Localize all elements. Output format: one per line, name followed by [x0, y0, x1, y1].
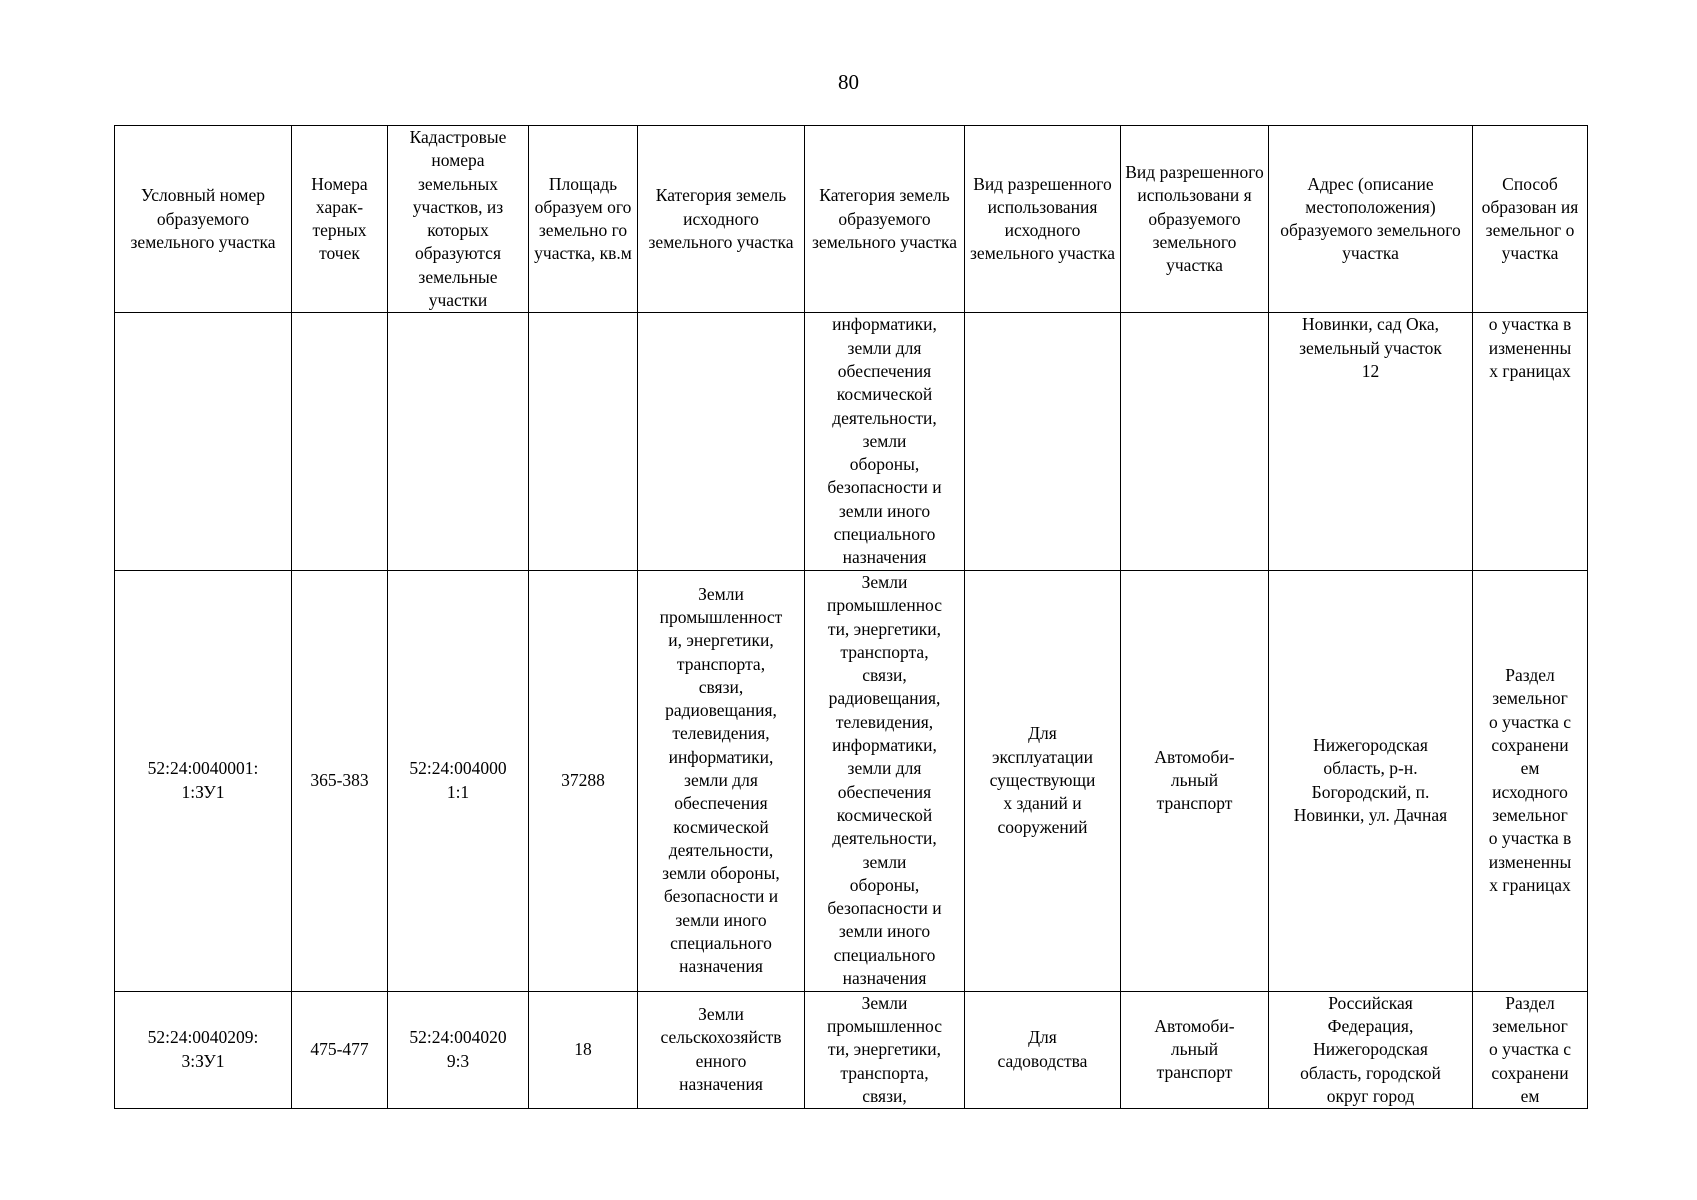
table-cell: Автомоби- льный транспорт: [1121, 570, 1269, 991]
cell-content: Земли сельскохозяйств енного назначения: [660, 1004, 782, 1094]
table-header-row: [115, 126, 1588, 313]
table-cell: [388, 313, 529, 570]
land-plots-table: [114, 125, 1588, 1109]
table-row: [115, 313, 1588, 570]
table-cell: [388, 991, 529, 1108]
table-cell: Новинки, сад Ока, земельный участок 12: [1269, 313, 1473, 570]
table-cell: [1269, 991, 1473, 1108]
table-row: [115, 570, 1588, 991]
header-source-land-category: Категория земель исходного земельного участка: [638, 126, 805, 313]
table-row: [115, 991, 1588, 1108]
table-cell: [529, 313, 638, 570]
table-cell: 365-383: [292, 570, 388, 991]
header-conditional-number: Условный номер образуемого земельного участка: [115, 126, 292, 313]
header-source-permitted-use: Вид разрешенного использования исходного земельного участка: [965, 126, 1121, 313]
page-number: 80: [838, 70, 859, 94]
table-cell: Для эксплуатации существующи х зданий и сооружений: [965, 570, 1121, 991]
header-new-permitted-use: Вид разрешенного использовани я образуемого земельного участка: [1121, 126, 1269, 313]
table-cell: [115, 991, 292, 1108]
cell-content: Земли промышленнос ти, энергетики, транспорта, связи,: [826, 992, 943, 1106]
table-cell: [292, 991, 388, 1108]
table-cell: Земли промышленност и, энергетики, транспорта, связи, радиовещания, телевидения, информатики, земли для обеспечения космической деятельности, земли обороны, безопасности и земли иного специального назначения: [638, 570, 805, 991]
table-cell: [1473, 991, 1588, 1108]
table-cell: [115, 313, 292, 570]
table-cell: [529, 991, 638, 1108]
cell-content: Раздел земельног о участка с сохранени ем: [1488, 992, 1571, 1106]
table-cell: Земли промышленнос ти, энергетики, транспорта, связи, радиовещания, телевидения, информатики, земли для обеспечения космической деятельности, земли обороны, безопасности и земли иного специального назначения: [805, 570, 965, 991]
table-cell: [292, 313, 388, 570]
table-cell: информатики, земли для обеспечения космической деятельности, земли обороны, безопасности и земли иного специального назначения: [805, 313, 965, 570]
header-address: Адрес (описание местоположения) образуемого земельного участка: [1269, 126, 1473, 313]
table-cell: [965, 991, 1121, 1108]
table-cell: 52:24:0040001: 1:ЗУ1: [115, 570, 292, 991]
header-area: Площадь образуем ого земельно го участка, кв.м: [529, 126, 638, 313]
header-formation-method: Способ образован ия земельног о участка: [1473, 126, 1588, 313]
table-cell: 52:24:004000 1:1: [388, 570, 529, 991]
table-cell: о участка в измененны х границах: [1473, 313, 1588, 570]
cell-content: 475-477: [310, 1038, 369, 1059]
table-cell: [965, 313, 1121, 570]
table-cell: 37288: [529, 570, 638, 991]
cell-content: Для садоводства: [997, 1027, 1088, 1071]
header-point-numbers: Номера харак-терных точек: [292, 126, 388, 313]
header-new-land-category: Категория земель образуемого земельного участка: [805, 126, 965, 313]
table-cell: Раздел земельног о участка с сохранени ем исходного земельног о участка в измененны х границах: [1473, 570, 1588, 991]
cell-content: 52:24:0040209: 3:ЗУ1: [147, 1027, 259, 1071]
table-cell: [1121, 313, 1269, 570]
cell-content: 18: [574, 1038, 592, 1059]
table-cell: [805, 991, 965, 1108]
header-cadastral-numbers: Кадастровые номера земельных участков, из которых образуются земельные участки: [388, 126, 529, 313]
table-cell: [1121, 991, 1269, 1108]
cell-content: Российская Федерация, Нижегородская область, городской округ город: [1300, 992, 1441, 1106]
table-cell: [638, 313, 805, 570]
table-cell: [638, 991, 805, 1108]
cell-content: 52:24:004020 9:3: [409, 1027, 507, 1071]
table-cell: Нижегородская область, р-н. Богородский, п. Новинки, ул. Дачная: [1269, 570, 1473, 991]
cell-content: Автомоби- льный транспорт: [1154, 1015, 1235, 1083]
